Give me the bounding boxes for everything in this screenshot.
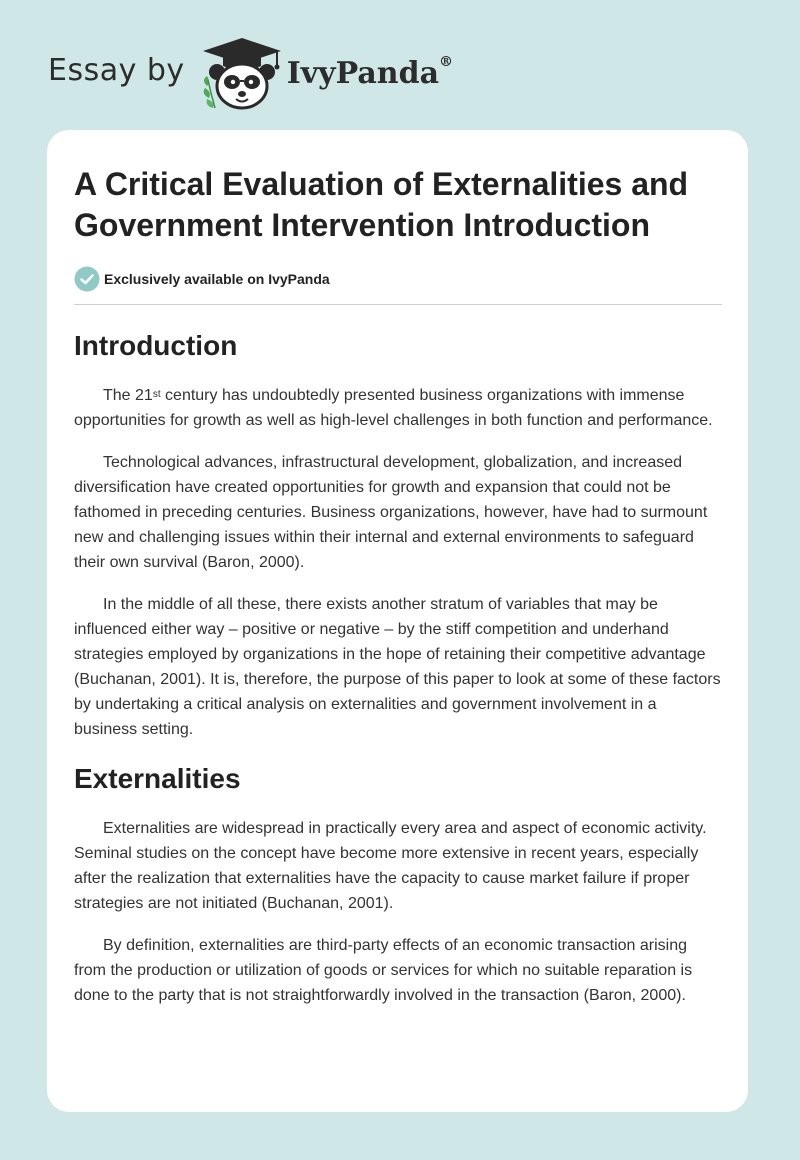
exclusive-badge (74, 266, 722, 292)
section-heading-externalities: Externalities (74, 763, 241, 794)
title-divider (74, 304, 722, 305)
essay-title: A Critical Evaluation of Externalities and Government Intervention Introduction (74, 166, 689, 243)
paragraph-intro-2: Technological advances, infrastructural development, globalization, and increased diversification have created opportunities for growth and expansion that could not be fathomed in preceding centuries. Business organizations, however, have had to surmount new and challenging issues within their internal and external environments to safeguard their own survival (Baron, 2000). (74, 454, 708, 571)
panda-logo-icon (199, 36, 285, 112)
exclusive-label: Exclusively available on IvyPanda (104, 271, 330, 287)
paragraph-intro-1: The 21st century has undoubtedly presented business organizations with immense opportunities for growth as well as high-level challenges in both function and performance. (74, 387, 713, 429)
paragraph-externalities-1: Externalities are widespread in practically every area and aspect of economic activity. Seminal studies on the concept have become more extensive in recent years, especially after the realization that externalities have the capacity to cause market failure if proper strategies are not initiated (Buchanan, 2001). (74, 820, 707, 912)
section-heading-introduction: Introduction (74, 330, 238, 361)
registered-mark: ® (439, 53, 454, 70)
paragraph-intro-3: In the middle of all these, there exists another stratum of variables that may be influenced either way – positive or negative – by the stiff competition and underhand strategies employed by organizations in the hope of retaining their competitive advantage (Buchanan, 2001). It is, therefore, the purpose of this paper to look at some of these factors by undertaking a critical analysis on externalities and government involvement in a business setting. (74, 596, 721, 738)
brand-name: IvyPanda® (286, 53, 454, 91)
paragraph-externalities-2: By definition, externalities are third-party effects of an economic transaction arising from the production or utilization of goods or services for which no suitable reparation is done to the party that is not straightforwardly involved in the transaction (Baron, 2000). (74, 937, 693, 1004)
check-circle-icon (74, 266, 100, 292)
brand-header (48, 34, 453, 114)
brand-prefix: Essay by (48, 52, 185, 88)
ordinal-suffix: st (152, 389, 161, 400)
essay-card (47, 130, 748, 1112)
